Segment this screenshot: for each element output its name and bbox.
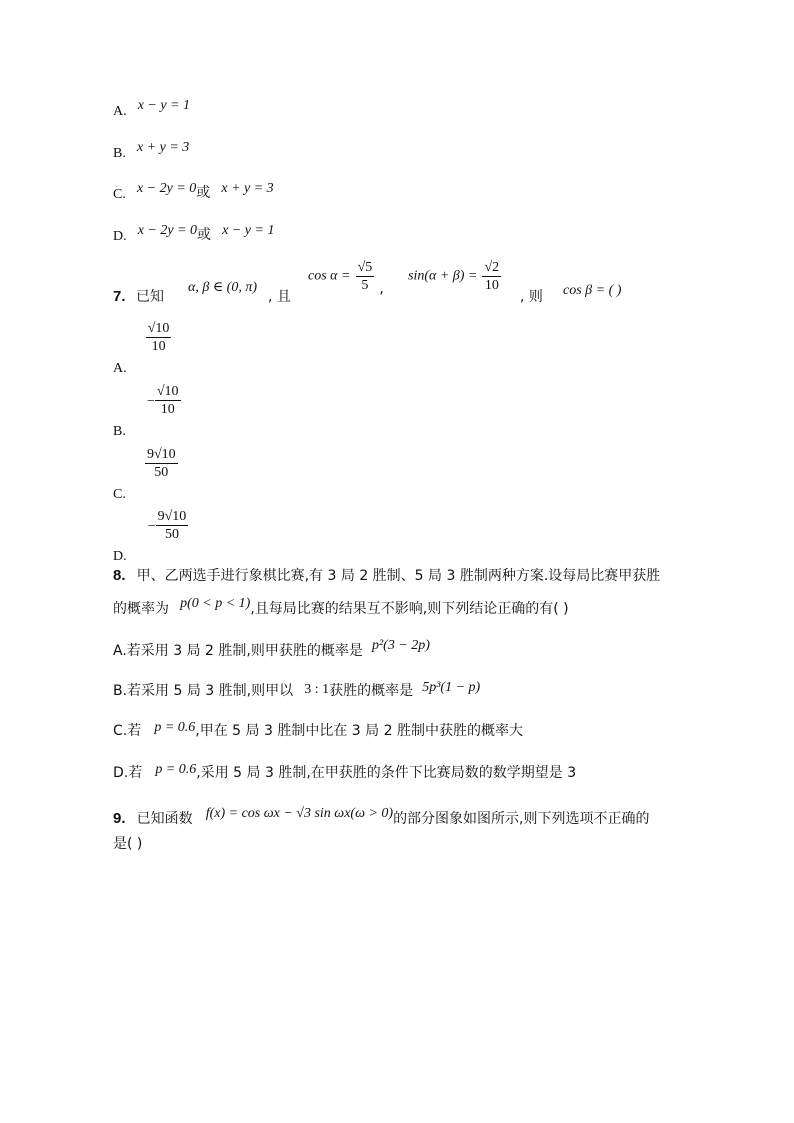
q7-cos-alpha bbox=[308, 259, 384, 297]
or-text: 或 bbox=[197, 227, 212, 243]
option-expression-2: x − y = 1 bbox=[222, 223, 275, 238]
option-fraction bbox=[145, 446, 178, 481]
q8-probability-condition: p(0 < p < 1) bbox=[180, 596, 251, 611]
fraction-denominator: 10 bbox=[160, 402, 175, 417]
fraction-denominator: 10 bbox=[151, 339, 166, 354]
fraction-numerator: √10 bbox=[147, 321, 170, 336]
option-text-2: ,甲在 5 局 3 胜制中比在 3 局 2 胜制中获胜的概率大 bbox=[195, 723, 523, 739]
option-fraction bbox=[156, 508, 189, 543]
option-sign: − bbox=[146, 394, 155, 409]
fraction-numerator: 9√10 bbox=[157, 509, 187, 524]
q8-number: 8. bbox=[113, 567, 126, 584]
option-label: B. bbox=[113, 424, 126, 439]
option-math: p = 0.6 bbox=[154, 720, 196, 735]
option-expression-2: x + y = 3 bbox=[221, 181, 274, 196]
option-math-ratio: 3 : 1 bbox=[304, 682, 330, 697]
option-fraction bbox=[146, 320, 172, 355]
option-text: A.若采用 3 局 2 胜制,则甲获胜的概率是 bbox=[113, 643, 363, 659]
fraction-denominator: 5 bbox=[361, 278, 369, 293]
q6-option-d bbox=[113, 219, 275, 244]
option-label: A. bbox=[113, 104, 127, 119]
or-text: 或 bbox=[196, 185, 211, 201]
q8-line-1 bbox=[113, 565, 660, 585]
option-label: A. bbox=[113, 361, 127, 376]
q8-stem-text-2b: ,且每局比赛的结果互不影响,则下列结论正确的有( ) bbox=[250, 601, 569, 617]
fraction-numerator: √10 bbox=[156, 384, 179, 399]
option-label: D. bbox=[113, 549, 127, 564]
q8-stem-text: 甲、乙两选手进行象棋比赛,有 3 局 2 胜制、5 局 3 胜制两种方案.设每局比赛甲获胜 bbox=[136, 568, 661, 584]
option-text-2: ,采用 5 局 3 胜制,在甲获胜的条件下比赛局数的数学期望是 3 bbox=[196, 765, 577, 781]
q8-option-d bbox=[113, 762, 576, 782]
option-math: p = 0.6 bbox=[155, 762, 197, 777]
comma: , bbox=[379, 281, 384, 297]
q6-option-b bbox=[113, 136, 190, 161]
option-text-1: C.若 bbox=[113, 723, 142, 739]
option-expression: x − y = 1 bbox=[137, 98, 191, 113]
q7-number: 7. bbox=[113, 288, 126, 305]
q8-stem-text-2a: 的概率为 bbox=[113, 601, 169, 617]
q7-sin-sum bbox=[408, 259, 501, 294]
q8-option-b bbox=[113, 680, 480, 700]
option-text-1: B.若采用 5 局 3 胜制,则甲以 bbox=[113, 683, 294, 699]
q6-option-a bbox=[113, 94, 191, 119]
q7-stem-text-3: , 则 bbox=[520, 289, 543, 305]
sin-sum-lhs: sin(α + β) = bbox=[408, 268, 478, 284]
q9-stem-text-2: 的部分图象如图所示,则下列选项不正确的 bbox=[393, 811, 650, 827]
option-label: C. bbox=[113, 487, 126, 502]
fraction-numerator: √5 bbox=[357, 260, 373, 275]
option-sign: − bbox=[147, 519, 156, 534]
q7-option-a bbox=[113, 320, 171, 376]
fraction-denominator: 50 bbox=[154, 465, 169, 480]
q6-option-c bbox=[113, 177, 274, 202]
option-label: C. bbox=[113, 187, 126, 202]
q7-stem-text-2: , 且 bbox=[268, 289, 291, 305]
option-expression-1: x − 2y = 0 bbox=[137, 223, 198, 238]
option-expression-1: x − 2y = 0 bbox=[136, 181, 197, 196]
sin-sum-fraction bbox=[482, 259, 501, 294]
q7-option-d bbox=[113, 508, 188, 564]
option-fraction bbox=[155, 383, 181, 418]
q9-line-1 bbox=[113, 808, 650, 828]
q7-option-b bbox=[113, 383, 181, 439]
q8-line-2 bbox=[113, 598, 569, 618]
option-math: 5p³(1 − p) bbox=[422, 680, 481, 695]
option-text-2: 获胜的概率是 bbox=[329, 683, 414, 699]
option-text-1: D.若 bbox=[113, 765, 143, 781]
option-label: D. bbox=[113, 229, 127, 244]
option-math: p²(3 − 2p) bbox=[371, 638, 430, 653]
q8-option-c bbox=[113, 720, 523, 740]
fraction-denominator: 50 bbox=[164, 527, 179, 542]
option-label: B. bbox=[113, 146, 126, 161]
cos-alpha-fraction bbox=[356, 259, 375, 294]
q9-function: f(x) = cos ωx − √3 sin ωx(ω > 0) bbox=[205, 806, 394, 821]
q9-stem-text: 已知函数 bbox=[136, 811, 193, 827]
cos-alpha-lhs: cos α = bbox=[308, 268, 351, 284]
option-expression: x + y = 3 bbox=[136, 140, 190, 155]
q9-number: 9. bbox=[113, 810, 126, 827]
fraction-numerator: √2 bbox=[484, 260, 500, 275]
q7-condition: α, β ∈ (0, π) bbox=[188, 280, 258, 295]
q8-option-a bbox=[113, 640, 430, 660]
q7-stem-text: 已知 bbox=[136, 289, 164, 305]
fraction-numerator: 9√10 bbox=[146, 447, 176, 462]
fraction-denominator: 10 bbox=[484, 278, 499, 293]
q9-line-2: 是( ) bbox=[113, 836, 143, 852]
q7-ask: cos β = ( ) bbox=[563, 283, 622, 298]
q7-option-c bbox=[113, 446, 178, 502]
